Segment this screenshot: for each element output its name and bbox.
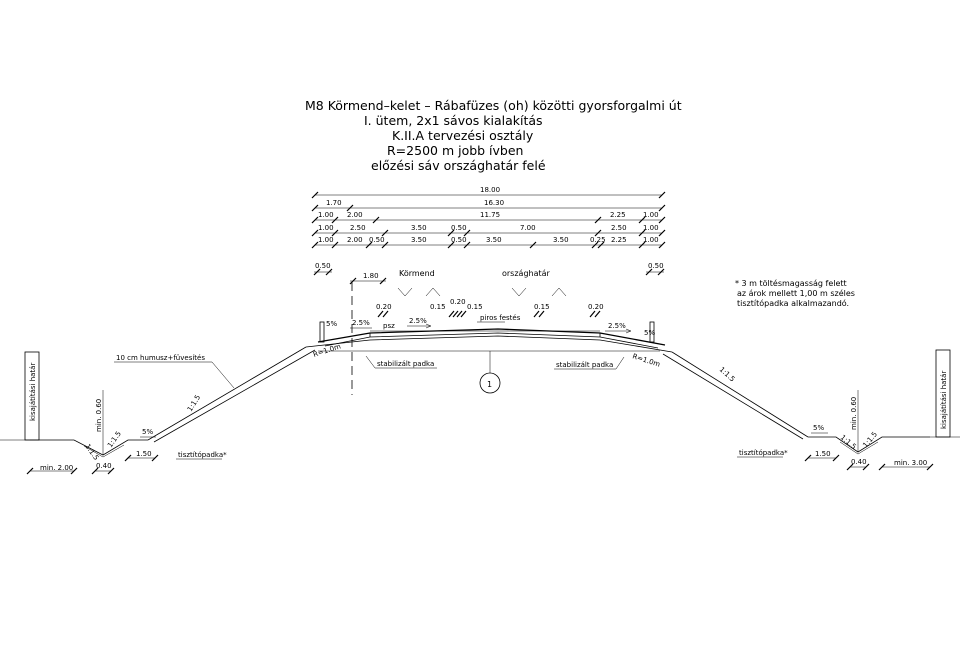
cross-fall-5-left: 5% [326,320,338,328]
title-line-2: I. ütem, 2x1 sávos kialakítás [364,113,543,128]
dim-row4-3: 0.50 [451,224,467,232]
dim-150-left: 1.50 [136,450,152,458]
chevron-down-icon [398,288,412,296]
cross-fall-25-right: 2.5% [608,322,626,330]
chevron-up-icon [552,288,566,296]
ditch-pct-left: 5% [142,428,154,436]
min-060-right: min. 0.60 [850,396,858,430]
dim-row5-7: 0.25 [590,236,606,244]
humus-label: 10 cm humusz+füvesítés [116,354,205,362]
boundary-label-right: kisajátítási határ [940,370,948,429]
dim-row3-4: 1.00 [643,211,659,219]
dim-020-left: 0.20 [376,303,392,311]
dim-row4-1: 2.50 [350,224,366,232]
note-line-3: tisztítópadka alkalmazandó. [737,299,850,308]
title-block [305,98,682,173]
dim-row4-2: 3.50 [411,224,427,232]
side-labels [83,342,879,461]
dim-row3-0: 1.00 [318,211,334,219]
dim-row5-6: 3.50 [553,236,569,244]
dim-020-right: 0.20 [588,303,604,311]
padka-right: stabilizált padka [556,361,614,369]
dim-150-right: 1.50 [815,450,831,458]
dimension-chains [312,186,665,248]
dim-row3-1: 2.00 [347,211,363,219]
dim-min-300: min. 3.00 [894,459,928,467]
dim-015-b: 0.15 [467,303,483,311]
radius-left: R=1.0m [312,342,342,359]
dim-row5-2: 0.50 [369,236,385,244]
piros-festes-label: piros festés [480,314,521,322]
cross-fall-5-right: 5% [644,329,656,337]
dim-row5-4: 0.50 [451,236,467,244]
boundary-label-left: kisajátítási határ [29,362,37,421]
title-line-4: R=2500 m jobb ívben [387,143,524,158]
title-line-5: előzési sáv országhatár felé [371,158,546,173]
min-060-left: min. 0.60 [95,398,103,432]
direction-label-orszaghatar: országhatár [502,269,550,278]
dim-015-c: 0.15 [534,303,550,311]
dim-row3-3: 2.25 [610,211,626,219]
dim-left-050: 0.50 [315,262,331,270]
dim-040-right: 0.40 [851,458,867,466]
dim-row5-8: 2.25 [611,236,627,244]
ditch-slope-left-b: 1:1.5 [106,429,123,450]
tisztito-right: tisztítópadka* [739,449,788,457]
chevron-down-icon [512,288,526,296]
psz-label: psz [383,322,395,330]
chevron-up-icon [426,288,440,296]
bottom-dimensions [27,449,933,474]
padka-left: stabilizált padka [377,360,435,368]
note-line-1: * 3 m töltésmagasság felett [735,279,847,288]
title-line-1: M8 Körmend–kelet – Rábafüzes (oh) közötti gyorsforgalmi út [305,98,682,113]
cross-fall-25-a: 2.5% [352,319,370,327]
title-line-3: K.II.A tervezési osztály [392,128,534,143]
dim-row5-0: 1.00 [318,236,334,244]
footnote [735,278,855,308]
dim-040-left: 0.40 [96,462,112,470]
direction-label-kormend: Körmend [399,269,435,278]
ditch-slope-right-b: 1:1.5 [861,430,880,450]
dim-row5-9: 1.00 [643,236,659,244]
radius-right: R=1.0m [631,352,662,369]
slope-15-left: 1:1.5 [185,393,203,414]
note-line-2: az árok mellett 1,00 m széles [737,289,855,298]
dim-min-200: min. 2.00 [40,464,74,472]
dim-right-050: 0.50 [648,262,664,270]
dim-row2-0: 1.70 [326,199,342,207]
pavement-details [314,262,664,337]
dim-row5-1: 2.00 [347,236,363,244]
ditch-slope-right-a: 1:1.5 [838,433,858,452]
dim-row4-6: 1.00 [643,224,659,232]
dim-020-mid: 0.20 [450,298,466,306]
dim-row4-5: 2.50 [611,224,627,232]
cross-fall-25-b: 2.5% [409,317,427,325]
ditch-pct-right: 5% [813,424,825,432]
dim-row4-0: 1.00 [318,224,334,232]
dim-row3-2: 11.75 [480,211,501,219]
dim-015-a: 0.15 [430,303,446,311]
section-marker: 1 [487,380,493,389]
dim-row5-3: 3.50 [411,236,427,244]
slope-15-right: 1:1.5 [717,365,737,384]
dim-row2-1: 16.30 [484,199,505,207]
dim-row1-0: 18.00 [480,186,501,194]
dim-row5-5: 3.50 [486,236,502,244]
ditch-slope-left-a: 1:1.5 [83,442,101,462]
dim-row4-4: 7.00 [520,224,536,232]
tisztito-left: tisztítópadka* [178,451,227,459]
dim-180: 1.80 [363,272,379,280]
